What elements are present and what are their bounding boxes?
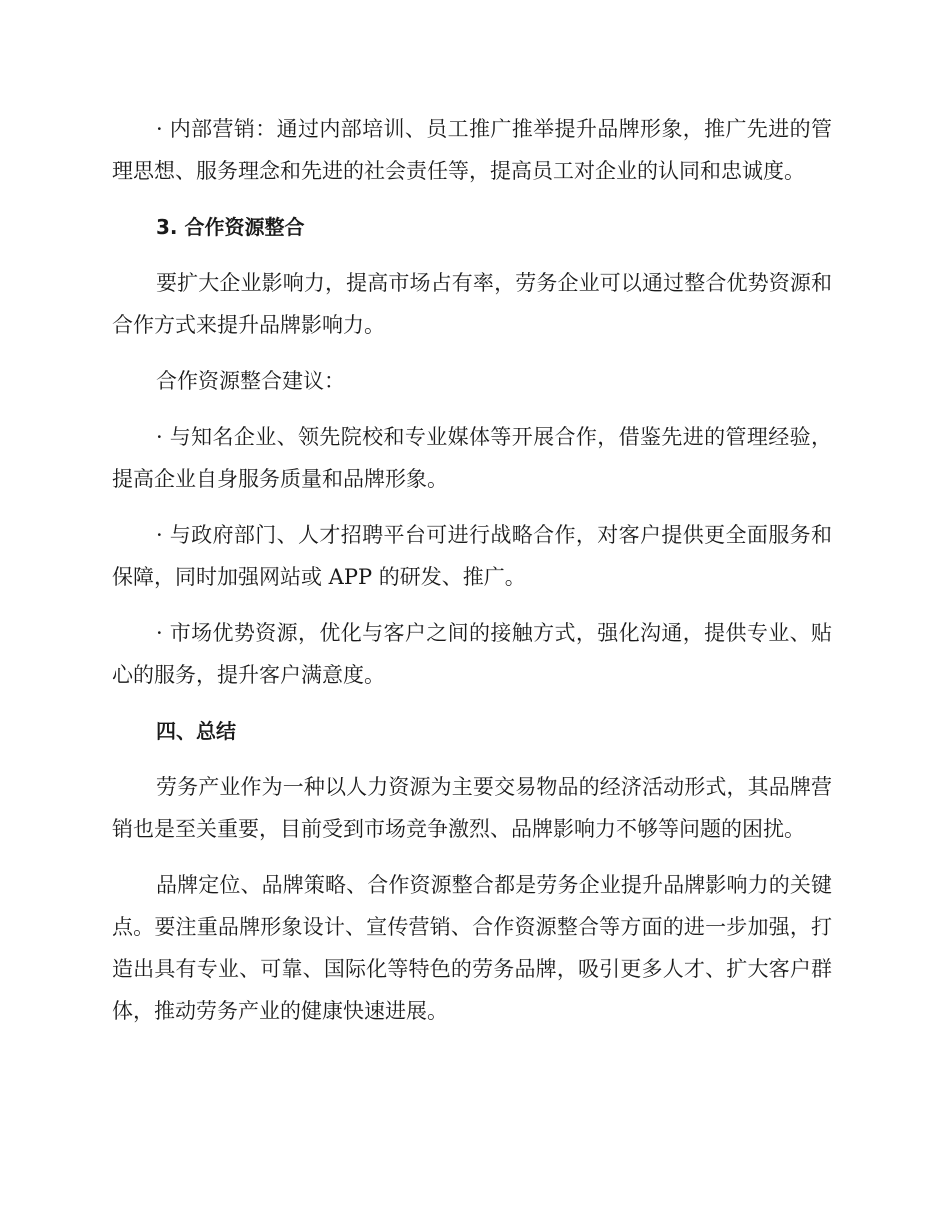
section-heading-summary: 四、总结 — [156, 719, 236, 743]
bullet-cooperate-enterprises: · 与知名企业、领先院校和专业媒体等开展合作，借鉴先进的管理经验，提高企业自身服务质量和品牌形象。 — [112, 425, 832, 491]
paragraph-expand-influence: 要扩大企业影响力，提高市场占有率，劳务企业可以通过整合优势资源和合作方式来提升品牌影响力。 — [112, 271, 832, 337]
bullet-market-resources: · 市场优势资源，优化与客户之间的接触方式，强化沟通，提供专业、贴心的服务，提升客户满意度。 — [112, 621, 832, 687]
document-body — [112, 108, 832, 1046]
section-heading-cooperation-resources: 3. 合作资源整合 — [156, 215, 305, 239]
bullet-internal-marketing: · 内部营销：通过内部培训、员工推广推举提升品牌形象，推广先进的管理思想、服务理念和先进的社会责任等，提高员工对企业的认同和忠诚度。 — [112, 117, 832, 183]
paragraph-summary-key-points: 品牌定位、品牌策略、合作资源整合都是劳务企业提升品牌影响力的关键点。要注重品牌形象设计、宣传营销、合作资源整合等方面的进一步加强，打造出具有专业、可靠、国际化等特色的劳务品牌，吸引更多人才、扩大客户群体，推动劳务产业的健康快速进展。 — [112, 873, 832, 1023]
bullet-cooperate-government: · 与政府部门、人才招聘平台可进行战略合作，对客户提供更全面服务和保障，同时加强网站或 APP 的研发、推广。 — [112, 523, 832, 589]
paragraph-suggestions-label: 合作资源整合建议： — [156, 369, 345, 393]
paragraph-summary-industry: 劳务产业作为一种以人力资源为主要交易物品的经济活动形式，其品牌营销也是至关重要，目前受到市场竞争激烈、品牌影响力不够等问题的困扰。 — [112, 775, 832, 841]
